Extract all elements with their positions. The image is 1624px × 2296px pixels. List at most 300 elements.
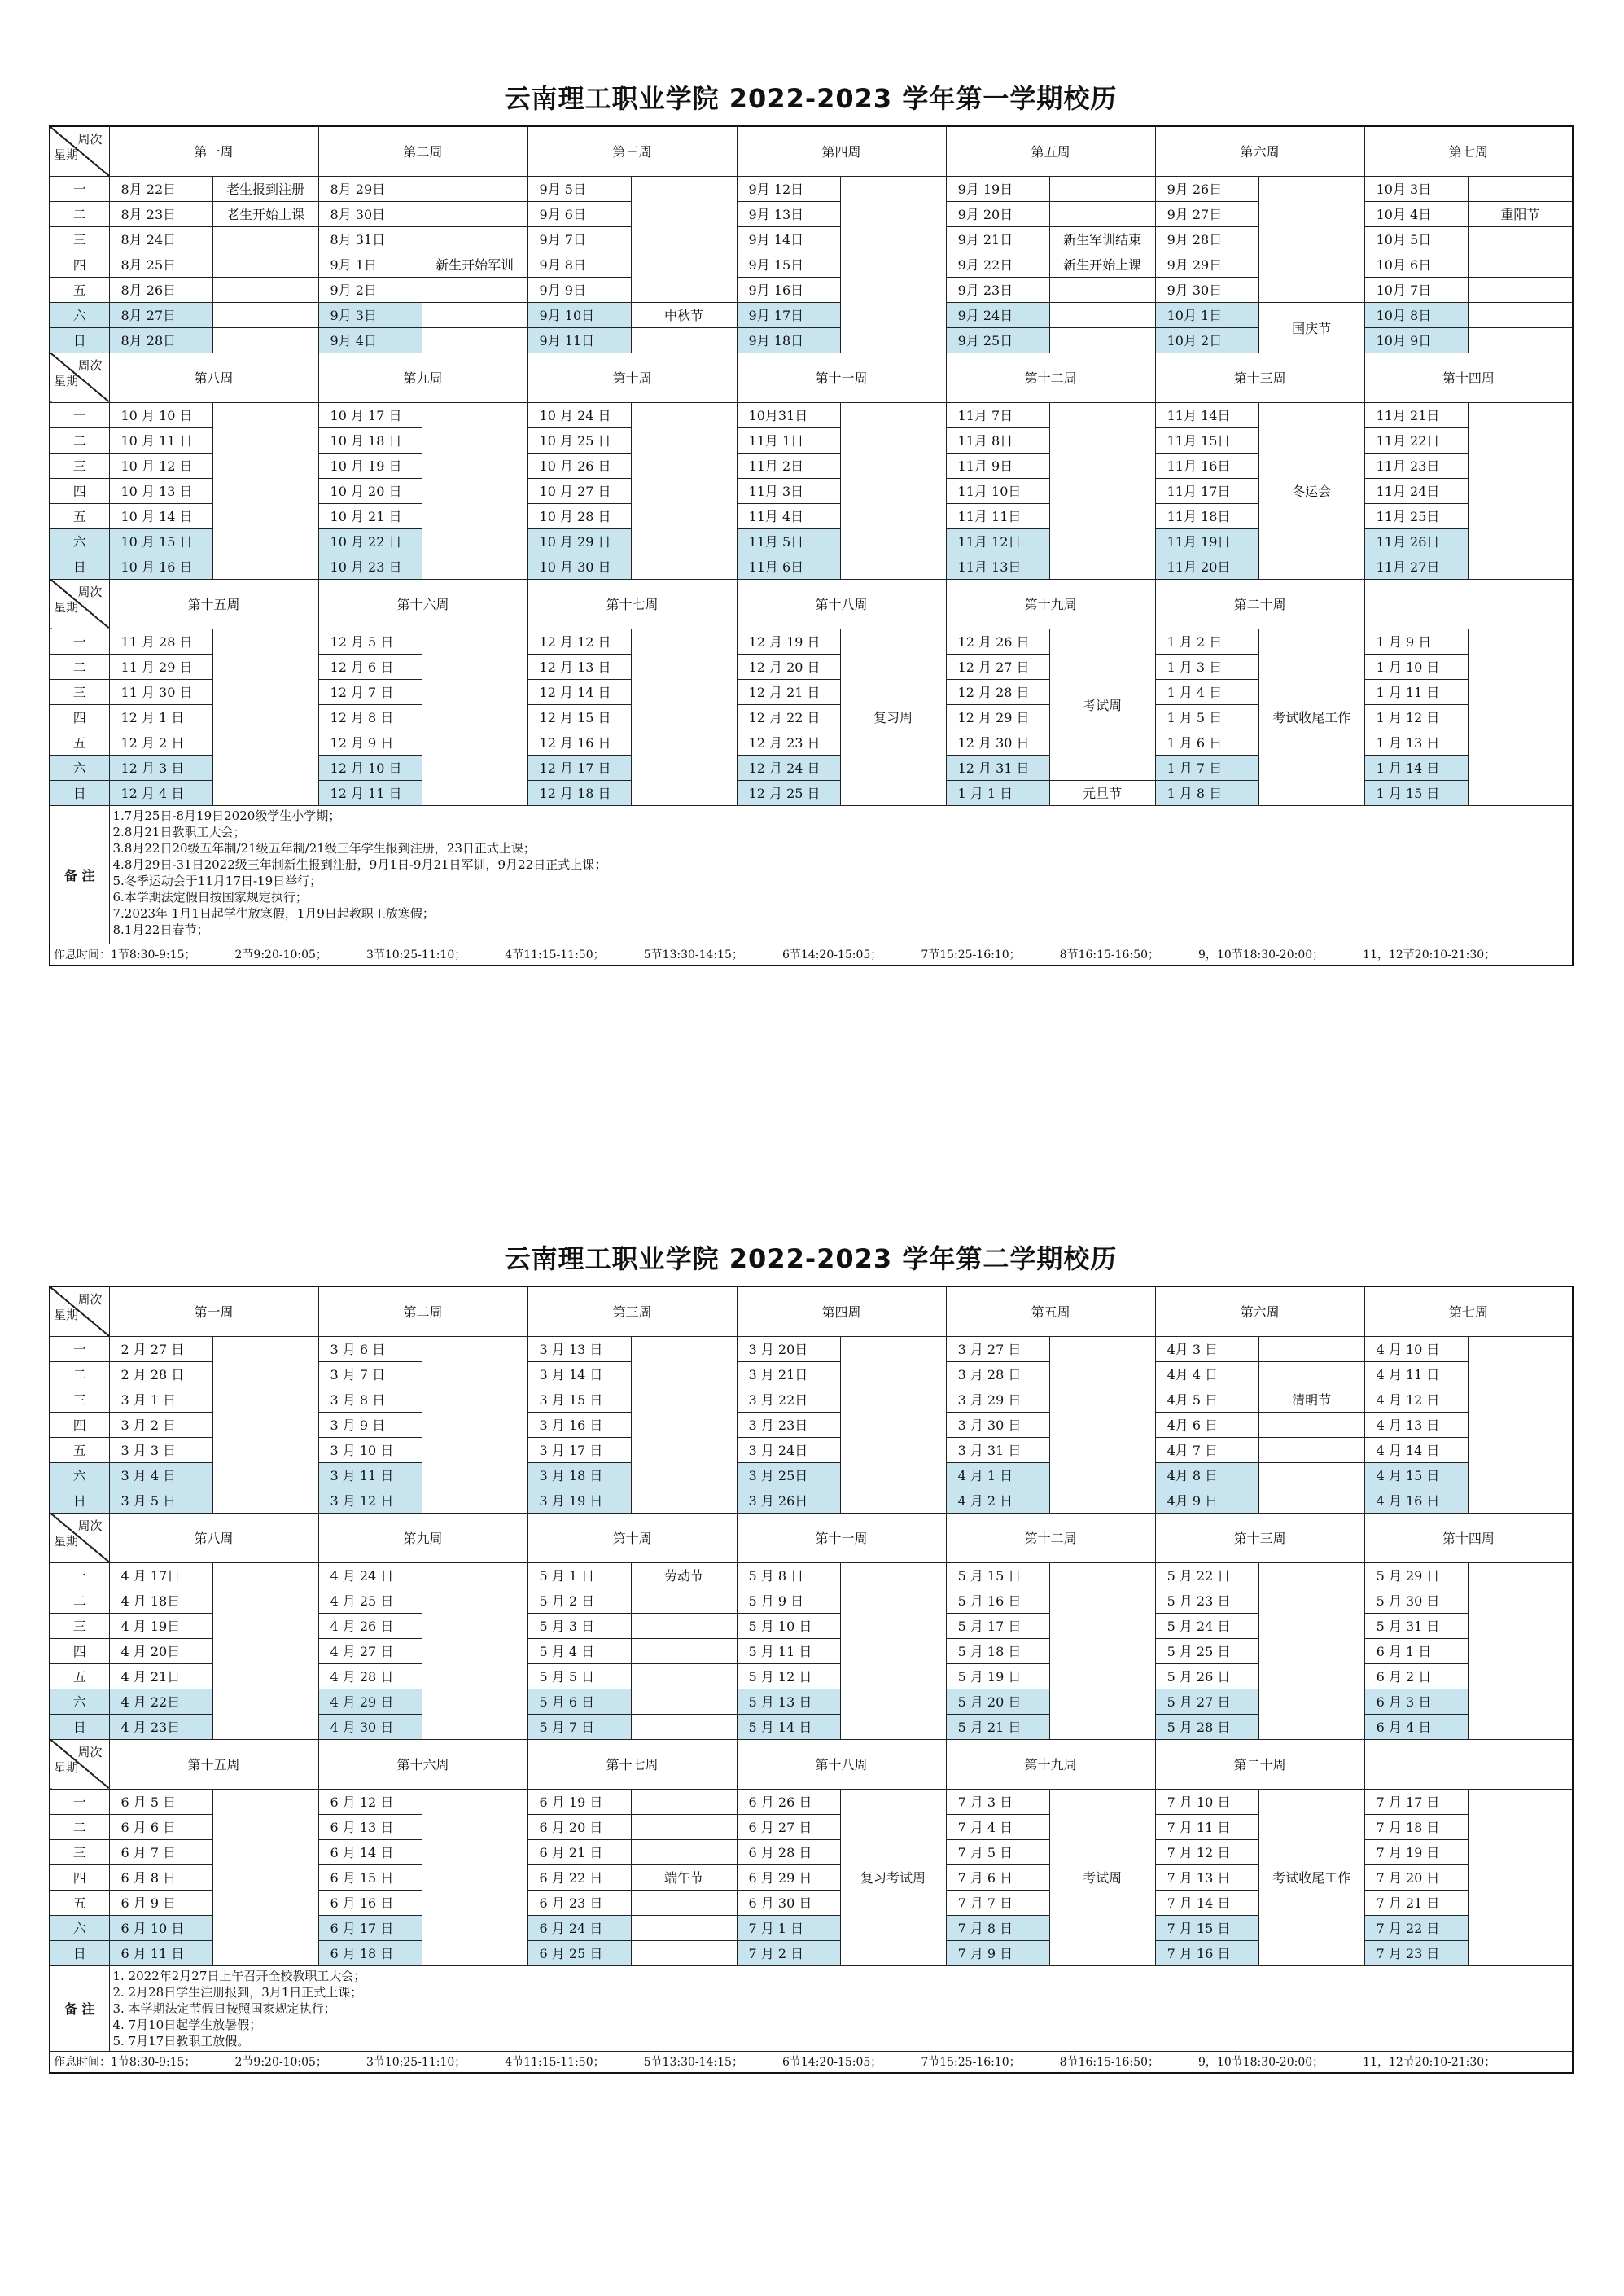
date-cell: 7 月 9 日: [946, 1940, 1049, 1965]
note-cell: [422, 327, 527, 353]
remarks-label: 备 注: [50, 1965, 109, 2051]
schedule-period: 9，10节18:30-20:00；: [1198, 949, 1324, 962]
note-cell: [1049, 1336, 1155, 1513]
note-cell: [1468, 629, 1573, 805]
date-cell: 9月 14日: [737, 226, 840, 252]
note-cell: [1468, 402, 1573, 579]
date-cell: 5 月 19 日: [946, 1663, 1049, 1689]
date-cell: 5 月 28 日: [1155, 1714, 1258, 1739]
date-cell: 10月31日: [737, 402, 840, 427]
date-cell: 6 月 2 日: [1364, 1663, 1468, 1689]
date-cell: 6 月 21 日: [527, 1839, 631, 1864]
weekday-label: 五: [50, 1437, 109, 1462]
date-cell: 3 月 11 日: [318, 1462, 422, 1488]
date-cell: 11月 6日: [737, 554, 840, 579]
date-cell: 7 月 12 日: [1155, 1839, 1258, 1864]
note-cell: [1468, 176, 1573, 201]
date-cell: 12 月 20 日: [737, 654, 840, 679]
remark-line: 7.2023年 1月1日起学生放寒假，1月9日起教职工放寒假；: [112, 905, 435, 921]
week-label: 第十四周: [1364, 1513, 1573, 1562]
date-cell: 5 月 16 日: [946, 1588, 1049, 1613]
date-cell: 1 月 3 日: [1155, 654, 1258, 679]
date-cell: 7 月 16 日: [1155, 1940, 1258, 1965]
date-cell: 12 月 21 日: [737, 679, 840, 704]
corner-day-label: 星期: [54, 147, 79, 162]
week-day-corner: [50, 579, 109, 629]
date-cell: 9月 20日: [946, 201, 1049, 226]
date-cell: 6 月 25 日: [527, 1940, 631, 1965]
date-cell: 11月 23日: [1364, 453, 1468, 478]
date-cell: 5 月 5 日: [527, 1663, 631, 1689]
date-cell: 5 月 6 日: [527, 1689, 631, 1714]
date-cell: 11月 10日: [946, 478, 1049, 503]
date-cell: 10 月 25 日: [527, 427, 631, 453]
note-cell: 复习考试周: [840, 1789, 946, 1965]
note-cell: [212, 327, 318, 353]
note-cell: 劳动节: [631, 1562, 737, 1588]
date-cell: 8月 24日: [109, 226, 212, 252]
remark-line: 1. 2022年2月27日上午召开全校教职工大会；: [112, 1968, 366, 1983]
date-cell: 11月 14日: [1155, 402, 1258, 427]
note-cell: [1258, 1562, 1364, 1739]
remark-line: 2. 2月28日学生注册报到，3月1日正式上课；: [112, 1984, 363, 2000]
date-cell: 11月 12日: [946, 528, 1049, 554]
date-cell: 9月 1日: [318, 252, 422, 277]
date-cell: 9月 28日: [1155, 226, 1258, 252]
note-cell: [840, 1562, 946, 1739]
weekday-label: 日: [50, 327, 109, 353]
date-cell: 12 月 3 日: [109, 755, 212, 780]
note-cell: [1049, 201, 1155, 226]
weekday-label: 六: [50, 528, 109, 554]
week-label: 第十五周: [109, 579, 318, 629]
date-cell: 12 月 8 日: [318, 704, 422, 730]
date-cell: 3 月 16 日: [527, 1412, 631, 1437]
date-cell: 5 月 13 日: [737, 1689, 840, 1714]
date-cell: 9月 7日: [527, 226, 631, 252]
note-cell: 清明节: [1258, 1387, 1364, 1412]
date-cell: 9月 4日: [318, 327, 422, 353]
date-cell: 6 月 18 日: [318, 1940, 422, 1965]
date-cell: 6 月 26 日: [737, 1789, 840, 1814]
date-cell: 9月 26日: [1155, 176, 1258, 201]
weekday-label: 五: [50, 277, 109, 302]
date-cell: 6 月 23 日: [527, 1890, 631, 1915]
date-cell: 8月 25日: [109, 252, 212, 277]
date-cell: 9月 29日: [1155, 252, 1258, 277]
corner-week-label: 周次: [77, 584, 103, 599]
date-cell: 4 月 15 日: [1364, 1462, 1468, 1488]
schedule-period: 2节9:20-10:05；: [234, 2056, 327, 2070]
schedule-period: 作息时间：1节8:30-9:15；: [54, 949, 196, 962]
note-cell: 国庆节: [1258, 302, 1364, 353]
week-header-row: [50, 579, 1573, 629]
weekday-label: 四: [50, 1412, 109, 1437]
date-cell: 6 月 1 日: [1364, 1638, 1468, 1663]
remark-line: 4.8月29日-31日2022级三年制新生报到注册，9月1日-9月21日军训，9月22日正式上课；: [112, 857, 607, 872]
date-cell: 2 月 28 日: [109, 1361, 212, 1387]
date-cell: 10月 6日: [1364, 252, 1468, 277]
remark-line: 3.8月22日20级五年制/21级五年制/21级三年学生报到注册，23日正式上课；: [112, 840, 536, 856]
date-cell: 1 月 11 日: [1364, 679, 1468, 704]
date-cell: 10月 1日: [1155, 302, 1258, 327]
date-cell: 12 月 1 日: [109, 704, 212, 730]
date-cell: 11月 4日: [737, 503, 840, 528]
date-cell: 10 月 10 日: [109, 402, 212, 427]
date-cell: 9月 24日: [946, 302, 1049, 327]
day-row: [50, 1336, 1573, 1361]
weekday-label: 二: [50, 1361, 109, 1387]
date-cell: 5 月 2 日: [527, 1588, 631, 1613]
date-cell: 6 月 5 日: [109, 1789, 212, 1814]
corner-week-label: 周次: [77, 1518, 103, 1533]
weekday-label: 二: [50, 1814, 109, 1839]
date-cell: 8月 26日: [109, 277, 212, 302]
date-cell: 11月 26日: [1364, 528, 1468, 554]
note-cell: [212, 1336, 318, 1513]
weekday-label: 五: [50, 730, 109, 755]
week-label: 第十八周: [737, 1739, 946, 1789]
date-cell: 10 月 22 日: [318, 528, 422, 554]
week-label: 第五周: [946, 1286, 1155, 1336]
weekday-label: 六: [50, 1689, 109, 1714]
note-cell: [1258, 176, 1364, 302]
week-label: 第十六周: [318, 579, 527, 629]
week-label: 第八周: [109, 1513, 318, 1562]
remarks-label: 备 注: [50, 805, 109, 944]
day-row: [50, 1789, 1573, 1814]
note-cell: 考试收尾工作: [1258, 629, 1364, 805]
note-cell: [631, 1814, 737, 1839]
day-row: [50, 629, 1573, 654]
weekday-label: 三: [50, 679, 109, 704]
note-cell: [840, 402, 946, 579]
week-label: 第七周: [1364, 126, 1573, 176]
week-label: 第十一周: [737, 353, 946, 402]
day-row: [50, 1562, 1573, 1588]
remark-line: 5. 7月17日教职工放假。: [112, 2033, 250, 2048]
date-cell: 12 月 17 日: [527, 755, 631, 780]
note-cell: [422, 277, 527, 302]
date-cell: 11月 27日: [1364, 554, 1468, 579]
date-cell: 3 月 25日: [737, 1462, 840, 1488]
date-cell: 11月 2日: [737, 453, 840, 478]
date-cell: 9月 11日: [527, 327, 631, 353]
week-label: 第一周: [109, 126, 318, 176]
date-cell: 7 月 5 日: [946, 1839, 1049, 1864]
week-label: 第四周: [737, 1286, 946, 1336]
weekday-label: 六: [50, 302, 109, 327]
date-cell: 10 月 13 日: [109, 478, 212, 503]
week-day-corner: [50, 1513, 109, 1562]
date-cell: 11月 9日: [946, 453, 1049, 478]
note-cell: [631, 1940, 737, 1965]
date-cell: 5 月 27 日: [1155, 1689, 1258, 1714]
weekday-label: 二: [50, 1588, 109, 1613]
date-cell: 12 月 2 日: [109, 730, 212, 755]
date-cell: 4 月 25 日: [318, 1588, 422, 1613]
weekday-label: 一: [50, 1336, 109, 1361]
date-cell: 6 月 16 日: [318, 1890, 422, 1915]
date-cell: 10 月 23 日: [318, 554, 422, 579]
date-cell: 3 月 18 日: [527, 1462, 631, 1488]
date-cell: 9月 3日: [318, 302, 422, 327]
week-label: 第九周: [318, 1513, 527, 1562]
note-cell: [212, 1789, 318, 1965]
date-cell: 6 月 11 日: [109, 1940, 212, 1965]
date-cell: 4月 7 日: [1155, 1437, 1258, 1462]
date-cell: 4 月 10 日: [1364, 1336, 1468, 1361]
note-cell: [422, 1336, 527, 1513]
date-cell: 4 月 30 日: [318, 1714, 422, 1739]
note-cell: [1049, 327, 1155, 353]
date-cell: 4 月 12 日: [1364, 1387, 1468, 1412]
date-cell: 4 月 19日: [109, 1613, 212, 1638]
date-cell: 12 月 30 日: [946, 730, 1049, 755]
date-cell: 1 月 15 日: [1364, 780, 1468, 805]
date-cell: 10 月 28 日: [527, 503, 631, 528]
schedule-content: [50, 2051, 1573, 2073]
corner-day-label: 星期: [54, 1307, 79, 1322]
note-cell: [422, 1789, 527, 1965]
date-cell: 7 月 1 日: [737, 1915, 840, 1940]
date-cell: 9月 30日: [1155, 277, 1258, 302]
date-cell: 1 月 9 日: [1364, 629, 1468, 654]
weekday-label: 三: [50, 226, 109, 252]
note-cell: [840, 176, 946, 353]
weekday-label: 三: [50, 1839, 109, 1864]
week-label: 第十九周: [946, 579, 1155, 629]
remark-line: 8.1月22日春节；: [112, 922, 209, 937]
note-cell: [212, 226, 318, 252]
date-cell: 10 月 19 日: [318, 453, 422, 478]
date-cell: 5 月 31 日: [1364, 1613, 1468, 1638]
note-cell: [422, 302, 527, 327]
weekday-label: 六: [50, 755, 109, 780]
schedule-period: 7节15:25-16:10；: [921, 949, 1021, 962]
week-label: 第十四周: [1364, 353, 1573, 402]
remark-line: 4. 7月10日起学生放暑假；: [112, 2017, 262, 2032]
date-cell: 10月 9日: [1364, 327, 1468, 353]
date-cell: 3 月 9 日: [318, 1412, 422, 1437]
weekday-label: 五: [50, 1890, 109, 1915]
date-cell: 3 月 3 日: [109, 1437, 212, 1462]
date-cell: 11月 15日: [1155, 427, 1258, 453]
date-cell: 8月 29日: [318, 176, 422, 201]
date-cell: 3 月 2 日: [109, 1412, 212, 1437]
date-cell: 12 月 25 日: [737, 780, 840, 805]
date-cell: 10月 8日: [1364, 302, 1468, 327]
date-cell: 6 月 20 日: [527, 1814, 631, 1839]
date-cell: 9月 19日: [946, 176, 1049, 201]
date-cell: 1 月 12 日: [1364, 704, 1468, 730]
corner-week-label: 周次: [77, 357, 103, 373]
week-label: 第十周: [527, 1513, 737, 1562]
week-header-row: [50, 126, 1573, 176]
date-cell: 6 月 22 日: [527, 1864, 631, 1890]
note-cell: [1258, 1412, 1364, 1437]
date-cell: 3 月 26日: [737, 1488, 840, 1513]
note-cell: [422, 226, 527, 252]
date-cell: 5 月 10 日: [737, 1613, 840, 1638]
note-cell: [1468, 327, 1573, 353]
date-cell: 10 月 18 日: [318, 427, 422, 453]
date-cell: 10 月 20 日: [318, 478, 422, 503]
date-cell: 9月 6日: [527, 201, 631, 226]
date-cell: 10月 2日: [1155, 327, 1258, 353]
note-cell: [631, 1789, 737, 1814]
schedule-period: 3节10:25-11:10；: [366, 949, 466, 962]
remark-line: 3. 本学期法定节假日按照国家规定执行；: [112, 2000, 336, 2016]
date-cell: 10 月 27 日: [527, 478, 631, 503]
date-cell: 9月 23日: [946, 277, 1049, 302]
date-cell: 3 月 17 日: [527, 1437, 631, 1462]
note-cell: [631, 1839, 737, 1864]
date-cell: 4 月 18日: [109, 1588, 212, 1613]
date-cell: 5 月 8 日: [737, 1562, 840, 1588]
date-cell: 3 月 29 日: [946, 1387, 1049, 1412]
date-cell: 4 月 26 日: [318, 1613, 422, 1638]
date-cell: 1 月 7 日: [1155, 755, 1258, 780]
date-cell: 5 月 22 日: [1155, 1562, 1258, 1588]
date-cell: 1 月 2 日: [1155, 629, 1258, 654]
date-cell: 5 月 30 日: [1364, 1588, 1468, 1613]
date-cell: 6 月 30 日: [737, 1890, 840, 1915]
calendar-table: [49, 1286, 1574, 2074]
schedule-period: 2节9:20-10:05；: [234, 949, 327, 962]
date-cell: 11月 21日: [1364, 402, 1468, 427]
date-cell: 8月 28日: [109, 327, 212, 353]
schedule-row: [50, 2051, 1573, 2073]
schedule-period: 4节11:15-11:50；: [505, 949, 605, 962]
date-cell: 9月 21日: [946, 226, 1049, 252]
week-label: 第一周: [109, 1286, 318, 1336]
date-cell: 7 月 2 日: [737, 1940, 840, 1965]
date-cell: 12 月 31 日: [946, 755, 1049, 780]
weekday-label: 三: [50, 453, 109, 478]
week-label: 第十七周: [527, 1739, 737, 1789]
date-cell: 11月 5日: [737, 528, 840, 554]
schedule-period: 作息时间：1节8:30-9:15；: [54, 2056, 196, 2070]
schedule-content: [50, 944, 1573, 966]
note-cell: 新生开始上课: [1049, 252, 1155, 277]
week-label: [1364, 1739, 1573, 1789]
note-cell: 元旦节: [1049, 780, 1155, 805]
weekday-label: 二: [50, 201, 109, 226]
date-cell: 10 月 16 日: [109, 554, 212, 579]
date-cell: 4月 6 日: [1155, 1412, 1258, 1437]
date-cell: 6 月 9 日: [109, 1890, 212, 1915]
schedule-period: 5节13:30-14:15；: [643, 949, 743, 962]
note-cell: [422, 402, 527, 579]
note-cell: [1049, 277, 1155, 302]
date-cell: 10 月 30 日: [527, 554, 631, 579]
week-label: [1364, 579, 1573, 629]
date-cell: 10月 7日: [1364, 277, 1468, 302]
date-cell: 7 月 8 日: [946, 1915, 1049, 1940]
week-label: 第十周: [527, 353, 737, 402]
note-cell: [840, 1336, 946, 1513]
date-cell: 3 月 19 日: [527, 1488, 631, 1513]
weekday-label: 日: [50, 1714, 109, 1739]
note-cell: [1258, 1361, 1364, 1387]
date-cell: 12 月 11 日: [318, 780, 422, 805]
date-cell: 7 月 10 日: [1155, 1789, 1258, 1814]
date-cell: 8月 30日: [318, 201, 422, 226]
date-cell: 8月 23日: [109, 201, 212, 226]
corner-day-label: 星期: [54, 373, 79, 388]
date-cell: 11 月 29 日: [109, 654, 212, 679]
date-cell: 6 月 13 日: [318, 1814, 422, 1839]
date-cell: 6 月 27 日: [737, 1814, 840, 1839]
date-cell: 4 月 28 日: [318, 1663, 422, 1689]
note-cell: [422, 201, 527, 226]
schedule-row: [50, 944, 1573, 966]
schedule-period: 11，12节20:10-21:30；: [1363, 949, 1496, 962]
corner-day-label: 星期: [54, 599, 79, 615]
date-cell: 12 月 15 日: [527, 704, 631, 730]
note-cell: [212, 402, 318, 579]
date-cell: 6 月 3 日: [1364, 1689, 1468, 1714]
date-cell: 1 月 14 日: [1364, 755, 1468, 780]
note-cell: [212, 629, 318, 805]
date-cell: 4 月 23日: [109, 1714, 212, 1739]
week-label: 第十三周: [1155, 1513, 1364, 1562]
date-cell: 3 月 10 日: [318, 1437, 422, 1462]
date-cell: 10月 3日: [1364, 176, 1468, 201]
date-cell: 4 月 21日: [109, 1663, 212, 1689]
note-cell: [631, 1663, 737, 1689]
date-cell: 10 月 15 日: [109, 528, 212, 554]
date-cell: 7 月 22 日: [1364, 1915, 1468, 1940]
week-day-corner: [50, 126, 109, 176]
date-cell: 11月 3日: [737, 478, 840, 503]
date-cell: 5 月 11 日: [737, 1638, 840, 1663]
schedule-period: 11，12节20:10-21:30；: [1363, 2056, 1496, 2070]
date-cell: 1 月 4 日: [1155, 679, 1258, 704]
note-cell: [631, 1336, 737, 1513]
date-cell: 4 月 27 日: [318, 1638, 422, 1663]
corner-day-label: 星期: [54, 1759, 79, 1775]
week-label: 第六周: [1155, 1286, 1364, 1336]
date-cell: 3 月 15 日: [527, 1387, 631, 1412]
date-cell: 12 月 27 日: [946, 654, 1049, 679]
remarks-content: [109, 805, 1573, 944]
date-cell: 7 月 3 日: [946, 1789, 1049, 1814]
week-label: 第八周: [109, 353, 318, 402]
note-cell: [631, 1638, 737, 1663]
note-cell: [1258, 1336, 1364, 1361]
note-cell: [631, 1613, 737, 1638]
note-cell: 考试周: [1049, 1789, 1155, 1965]
date-cell: 5 月 1 日: [527, 1562, 631, 1588]
weekday-label: 六: [50, 1462, 109, 1488]
week-label: 第二周: [318, 1286, 527, 1336]
date-cell: 9月 8日: [527, 252, 631, 277]
note-cell: [422, 1562, 527, 1739]
date-cell: 9月 17日: [737, 302, 840, 327]
schedule-period: 6节14:20-15:05；: [781, 949, 882, 962]
date-cell: 11月 24日: [1364, 478, 1468, 503]
date-cell: 8月 31日: [318, 226, 422, 252]
date-cell: 1 月 1 日: [946, 780, 1049, 805]
week-label: 第三周: [527, 126, 737, 176]
week-label: 第十七周: [527, 579, 737, 629]
note-cell: 新生军训结束: [1049, 226, 1155, 252]
date-cell: 9月 12日: [737, 176, 840, 201]
date-cell: 4 月 22日: [109, 1689, 212, 1714]
date-cell: 11月 19日: [1155, 528, 1258, 554]
